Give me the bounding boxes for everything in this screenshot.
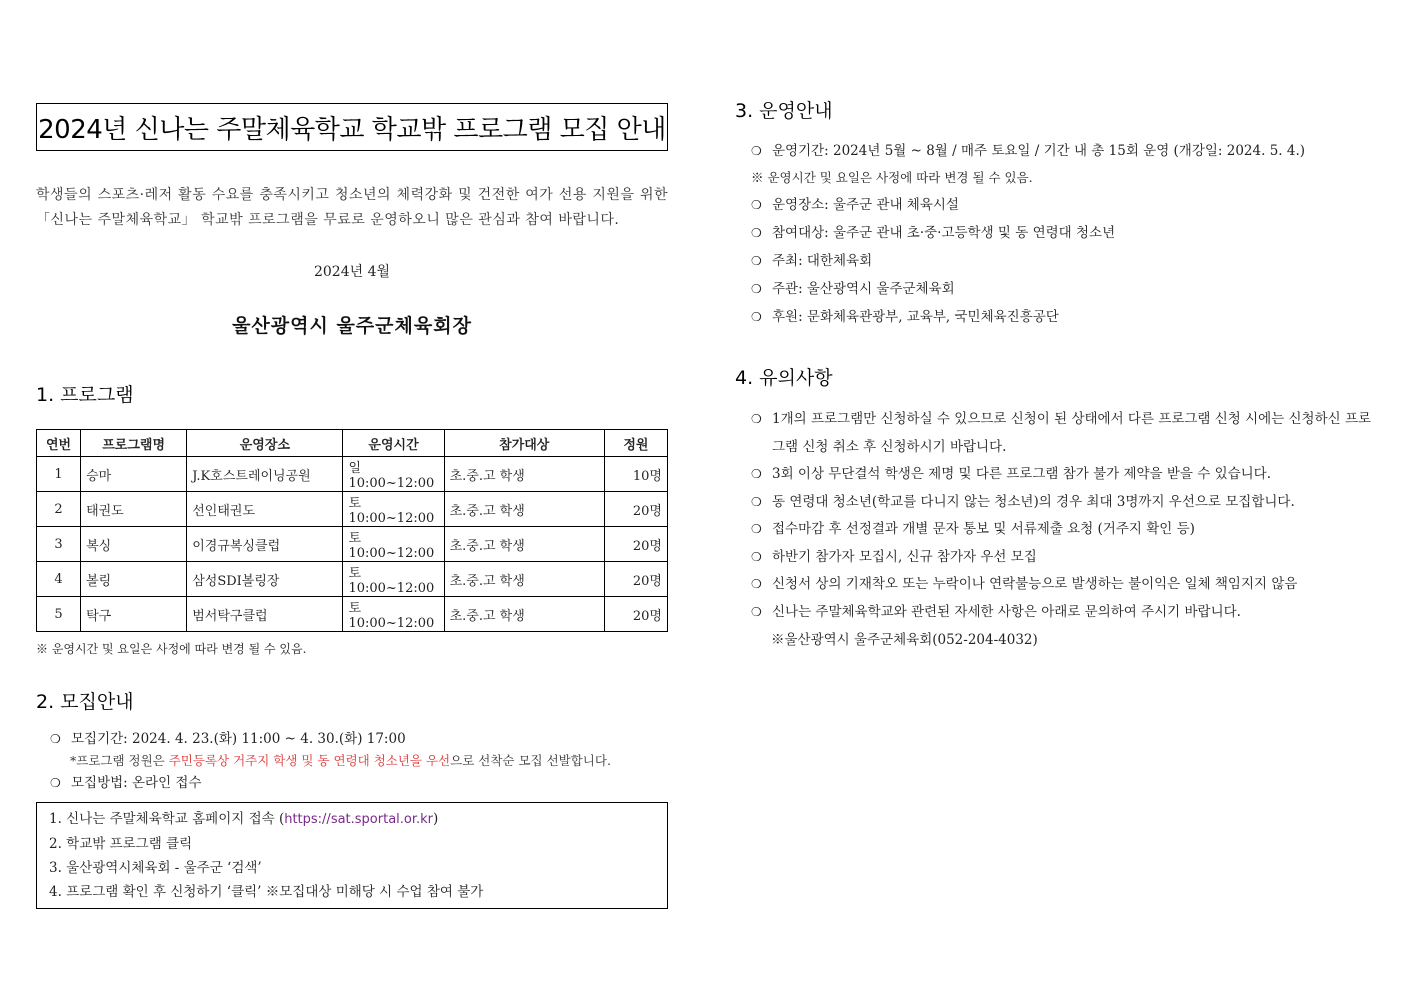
caution-item: 신청서 상의 기재착오 또는 누락이나 연락불능으로 발생하는 불이익은 일체 책임지지 않음 bbox=[772, 576, 1298, 592]
caution-list bbox=[751, 406, 1375, 626]
table-cell: J.K호스트레이닝공원 bbox=[187, 457, 343, 492]
table-cell: 1 bbox=[37, 457, 81, 492]
schedule-note: ※ 운영시간 및 요일은 사정에 따라 변경 될 수 있음. bbox=[36, 642, 307, 656]
column-header: 참가대상 bbox=[444, 430, 604, 457]
table-cell: 20명 bbox=[604, 492, 667, 527]
notice-date: 2024년 4월 bbox=[313, 264, 391, 280]
section-program-heading: 1. 프로그램 bbox=[36, 384, 134, 406]
section-recruit-heading: 2. 모집안내 bbox=[36, 691, 134, 713]
table-cell: 3 bbox=[37, 527, 81, 562]
list-item bbox=[751, 489, 1375, 517]
circle-bullet-icon: ❍ bbox=[751, 198, 762, 212]
table-cell: 이경규복싱클럽 bbox=[187, 527, 343, 562]
list-item bbox=[751, 247, 1375, 275]
column-header: 정원 bbox=[604, 430, 667, 457]
priority-note-highlight: 주민등록상 거주지 학생 및 동 연령대 청소년을 우선 bbox=[168, 753, 451, 768]
document-title: 2024년 신나는 주말체육학교 학교밖 프로그램 모집 안내 bbox=[36, 103, 668, 151]
step-item: 2. 학교밖 프로그램 클릭 bbox=[49, 836, 193, 852]
circle-bullet-icon: ❍ bbox=[751, 282, 762, 296]
table-cell: 5 bbox=[37, 597, 81, 632]
right-column bbox=[735, 96, 1375, 654]
caution-item: 1개의 프로그램만 신청하실 수 있으므로 신청이 된 상태에서 다른 프로그램 신청 시에는 신청하신 프로그램 신청 취소 후 신청하시기 바랍니다. bbox=[772, 411, 1372, 455]
column-header: 운영장소 bbox=[187, 430, 343, 457]
operation-item: 후원: 문화체육관광부, 교육부, 국민체육진흥공단 bbox=[772, 309, 1059, 325]
table-cell: 범서탁구클럽 bbox=[187, 597, 343, 632]
table-cell: 초.중.고 학생 bbox=[444, 527, 604, 562]
circle-bullet-icon: ❍ bbox=[751, 549, 762, 564]
table-cell: 삼성SDI볼링장 bbox=[187, 562, 343, 597]
table-cell: 초.중.고 학생 bbox=[444, 562, 604, 597]
step-text: ) bbox=[433, 811, 439, 827]
circle-bullet-icon: ❍ bbox=[751, 467, 762, 481]
table-cell: 토 10:00~12:00 bbox=[343, 597, 444, 632]
step-text: 1. 신나는 주말체육학교 홈페이지 접속 ( bbox=[49, 811, 285, 827]
table-cell: 볼링 bbox=[81, 562, 187, 597]
circle-bullet-icon: ❍ bbox=[751, 226, 762, 240]
table-cell: 20명 bbox=[604, 562, 667, 597]
table-cell: 2 bbox=[37, 492, 81, 527]
step-item: 3. 울산광역시체육회 - 울주군 ‘검색’ bbox=[49, 860, 262, 876]
table-cell: 20명 bbox=[604, 597, 667, 632]
application-steps-box bbox=[36, 802, 668, 909]
circle-bullet-icon: ❍ bbox=[751, 604, 762, 619]
list-item bbox=[751, 571, 1375, 599]
program-table-header bbox=[37, 430, 668, 457]
step-item bbox=[49, 807, 655, 832]
list-item bbox=[751, 544, 1375, 572]
recruit-method-list bbox=[50, 772, 668, 794]
list-item bbox=[751, 461, 1375, 489]
circle-bullet-icon: ❍ bbox=[751, 522, 762, 536]
recruit-list bbox=[50, 728, 668, 750]
intro-paragraph: 학생들의 스포츠·레저 활동 수요를 충족시키고 청소년의 체력강화 및 건전한 여가 선용 지원을 위한 「신나는 주말체육학교」 학교밖 프로그램을 무료로 운영하오니 많은 관심과 참여 바랍니다. bbox=[36, 187, 668, 228]
list-item bbox=[751, 219, 1375, 247]
caution-item: 3회 이상 무단결석 학생은 제명 및 다른 프로그램 참가 불가 제약을 받을 수 있습니다. bbox=[772, 466, 1272, 482]
table-cell: 4 bbox=[37, 562, 81, 597]
caution-item: 신나는 주말체육학교와 관련된 자세한 사항은 아래로 문의하여 주시기 바랍니다. bbox=[772, 603, 1241, 620]
list-item bbox=[751, 599, 1375, 627]
circle-bullet-icon: ❍ bbox=[50, 776, 61, 790]
table-cell: 초.중.고 학생 bbox=[444, 492, 604, 527]
table-cell: 초.중.고 학생 bbox=[444, 597, 604, 632]
column-header: 프로그램명 bbox=[81, 430, 187, 457]
table-cell: 10명 bbox=[604, 457, 667, 492]
column-header: 연번 bbox=[37, 430, 81, 457]
table-cell: 토 10:00~12:00 bbox=[343, 492, 444, 527]
circle-bullet-icon: ❍ bbox=[751, 144, 762, 158]
caution-item: 접수마감 후 선정결과 개별 문자 통보 및 서류제출 요청 (거주지 확인 등) bbox=[772, 521, 1195, 537]
table-cell: 선인태권도 bbox=[187, 492, 343, 527]
table-row bbox=[37, 492, 668, 527]
table-cell: 승마 bbox=[81, 457, 187, 492]
table-row bbox=[37, 562, 668, 597]
priority-note-post: 으로 선착순 모집 선발합니다. bbox=[450, 753, 611, 768]
circle-bullet-icon: ❍ bbox=[751, 254, 762, 268]
circle-bullet-icon: ❍ bbox=[751, 494, 762, 509]
operation-item: 주관: 울산광역시 울주군체육회 bbox=[772, 281, 955, 297]
table-cell: 탁구 bbox=[81, 597, 187, 632]
operation-period: 운영기간: 2024년 5월 ~ 8월 / 매주 토요일 / 기간 내 총 15회 운영 (개강일: 2024. 5. 4.) bbox=[772, 143, 1306, 159]
section-operation-heading: 3. 운영안내 bbox=[735, 100, 833, 122]
contact-info: ※울산광역시 울주군체육회(052-204-4032) bbox=[771, 632, 1038, 648]
homepage-link[interactable]: https://sat.sportal.or.kr bbox=[284, 812, 434, 827]
table-cell: 초.중.고 학생 bbox=[444, 457, 604, 492]
circle-bullet-icon: ❍ bbox=[751, 412, 762, 426]
table-cell: 복싱 bbox=[81, 527, 187, 562]
caution-item: 동 연령대 청소년(학교를 다니지 않는 청소년)의 경우 최대 3명까지 우선으로 모집합니다. bbox=[772, 493, 1295, 510]
program-table bbox=[36, 429, 668, 632]
operation-note: ※ 운영시간 및 요일은 사정에 따라 변경 될 수 있음. bbox=[751, 170, 1033, 185]
caution-item: 하반기 참가자 모집시, 신규 참가자 우선 모집 bbox=[772, 548, 1037, 565]
left-column bbox=[36, 103, 668, 909]
step-item: 4. 프로그램 확인 후 신청하기 ‘클릭’ ※모집대상 미해당 시 수업 참여 불가 bbox=[49, 884, 484, 900]
list-item bbox=[751, 516, 1375, 544]
operation-item: 운영장소: 울주군 관내 체육시설 bbox=[772, 197, 959, 213]
priority-note-pre: *프로그램 정원은 bbox=[70, 753, 169, 768]
table-row bbox=[37, 457, 668, 492]
list-item bbox=[751, 406, 1375, 461]
table-cell: 토 10:00~12:00 bbox=[343, 527, 444, 562]
list-item bbox=[50, 728, 668, 750]
issuing-organization: 울산광역시 울주군체육회장 bbox=[232, 315, 472, 337]
table-cell: 토 10:00~12:00 bbox=[343, 562, 444, 597]
circle-bullet-icon: ❍ bbox=[751, 577, 762, 591]
operation-item: 주최: 대한체육회 bbox=[772, 253, 873, 269]
priority-note bbox=[70, 750, 668, 772]
recruit-method: 모집방법: 온라인 접수 bbox=[71, 775, 202, 791]
recruit-period: 모집기간: 2024. 4. 23.(화) 11:00 ~ 4. 30.(화) 17:00 bbox=[71, 731, 406, 747]
section-caution-heading: 4. 유의사항 bbox=[735, 367, 833, 389]
list-item bbox=[751, 191, 1375, 219]
list-item bbox=[751, 275, 1375, 303]
table-cell: 20명 bbox=[604, 527, 667, 562]
circle-bullet-icon: ❍ bbox=[751, 310, 762, 324]
list-item bbox=[751, 137, 1375, 165]
operation-list bbox=[751, 137, 1375, 331]
table-cell: 태권도 bbox=[81, 492, 187, 527]
circle-bullet-icon: ❍ bbox=[50, 732, 61, 746]
table-row bbox=[37, 527, 668, 562]
table-row bbox=[37, 597, 668, 632]
list-item bbox=[50, 772, 668, 794]
list-item bbox=[751, 303, 1375, 331]
table-cell: 일 10:00~12:00 bbox=[343, 457, 444, 492]
column-header: 운영시간 bbox=[343, 430, 444, 457]
operation-item: 참여대상: 울주군 관내 초·중·고등학생 및 동 연령대 청소년 bbox=[772, 225, 1116, 241]
